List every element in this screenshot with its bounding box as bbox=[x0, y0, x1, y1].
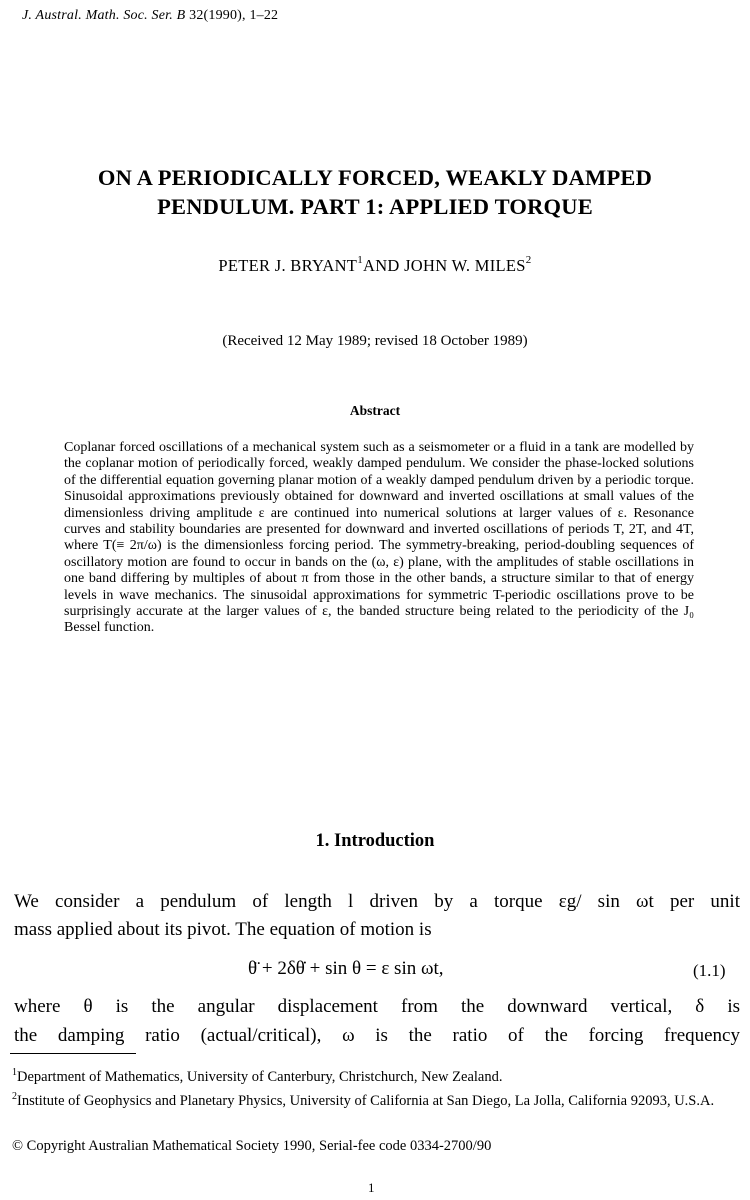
footnote-2-mark: 2 bbox=[12, 1091, 17, 1102]
body-line-3: where θ is the angular displacement from the downward vertical, δ is bbox=[14, 996, 740, 1017]
copyright-notice: © Copyright Australian Mathematical Society 1990, Serial-fee code 0334-2700/90 bbox=[12, 1138, 492, 1154]
journal-volume-pages: 32(1990), 1–22 bbox=[189, 8, 279, 23]
footnote-2 bbox=[12, 1093, 742, 1110]
footnote-rule bbox=[10, 1053, 136, 1054]
received-dates: (Received 12 May 1989; revised 18 October 1989) bbox=[222, 333, 528, 349]
footnote-1-text: Department of Mathematics, University of Canterbury, Christchurch, New Zealand. bbox=[17, 1069, 503, 1085]
paper-title bbox=[0, 163, 750, 221]
equation-1-1: θ̈ + 2δθ̇ + sin θ = ε sin ωt, bbox=[248, 958, 444, 979]
abstract-text: Coplanar forced oscillations of a mechanical system such as a seismometer or a fluid in a tank are modelled by the coplanar motion of periodically forced, weakly damped pendulum. We consider the phase-locked solutions of the differential equation governing planar motion of a weakly damped pendulum driven by a periodic torque. Sinusoidal approximations previously obtained for downward and inverted oscillations at small values of the dimensionless driving amplitude ε are continued into numerical solutions at larger values of ε. Resonance curves and stability boundaries are presented for downward and inverted oscillations of periods T, 2T, and 4T, where T(≡ 2π/ω) is the dimensionless forcing period. The symmetry-breaking, period-doubling sequences of oscillatory motion are found to occur in bands on the (ω, ε) plane, with the amplitudes of stable oscillations in one band differing by multiples of about π from those in the other bands, a structure similar to that of energy levels in wave mechanics. The sinusoidal approximations for symmetric T-periodic oscillations prove to be surprisingly accurate at the larger values of ε, the banded structure being related to the periodicity of the J₀ Bessel function. bbox=[64, 440, 694, 636]
title-line-1: ON A PERIODICALLY FORCED, WEAKLY DAMPED bbox=[97, 165, 653, 190]
author-2: JOHN W. MILES bbox=[404, 256, 526, 275]
journal-header bbox=[22, 8, 278, 24]
author-1-footnote-mark: 1 bbox=[357, 254, 363, 266]
author-1: PETER J. BRYANT bbox=[218, 256, 358, 275]
authors bbox=[0, 256, 750, 276]
footnote-2-text: Institute of Geophysics and Planetary Physics, University of California at San Diego, La Jolla, California 92093, U.S.A. bbox=[17, 1093, 715, 1109]
title-line-2: PENDULUM. PART 1: APPLIED TORQUE bbox=[157, 194, 593, 219]
body-line-4: the damping ratio (actual/critical), ω is the ratio of the forcing frequency bbox=[14, 1025, 740, 1046]
body-line-2: mass applied about its pivot. The equation of motion is bbox=[14, 919, 432, 940]
equation-number: (1.1) bbox=[693, 961, 726, 980]
abstract-heading: Abstract bbox=[349, 403, 401, 418]
author-conjunction: AND bbox=[363, 256, 405, 275]
footnote-1-mark: 1 bbox=[12, 1067, 17, 1078]
author-2-footnote-mark: 2 bbox=[525, 254, 532, 266]
journal-name: J. Austral. Math. Soc. Ser. B bbox=[22, 8, 186, 23]
footnote-1 bbox=[12, 1069, 742, 1086]
section-heading-introduction: 1. Introduction bbox=[315, 831, 435, 851]
body-line-1: We consider a pendulum of length l driven by a torque εg/ sin ωt per unit bbox=[14, 891, 740, 912]
page-number: 1 bbox=[368, 1180, 375, 1195]
